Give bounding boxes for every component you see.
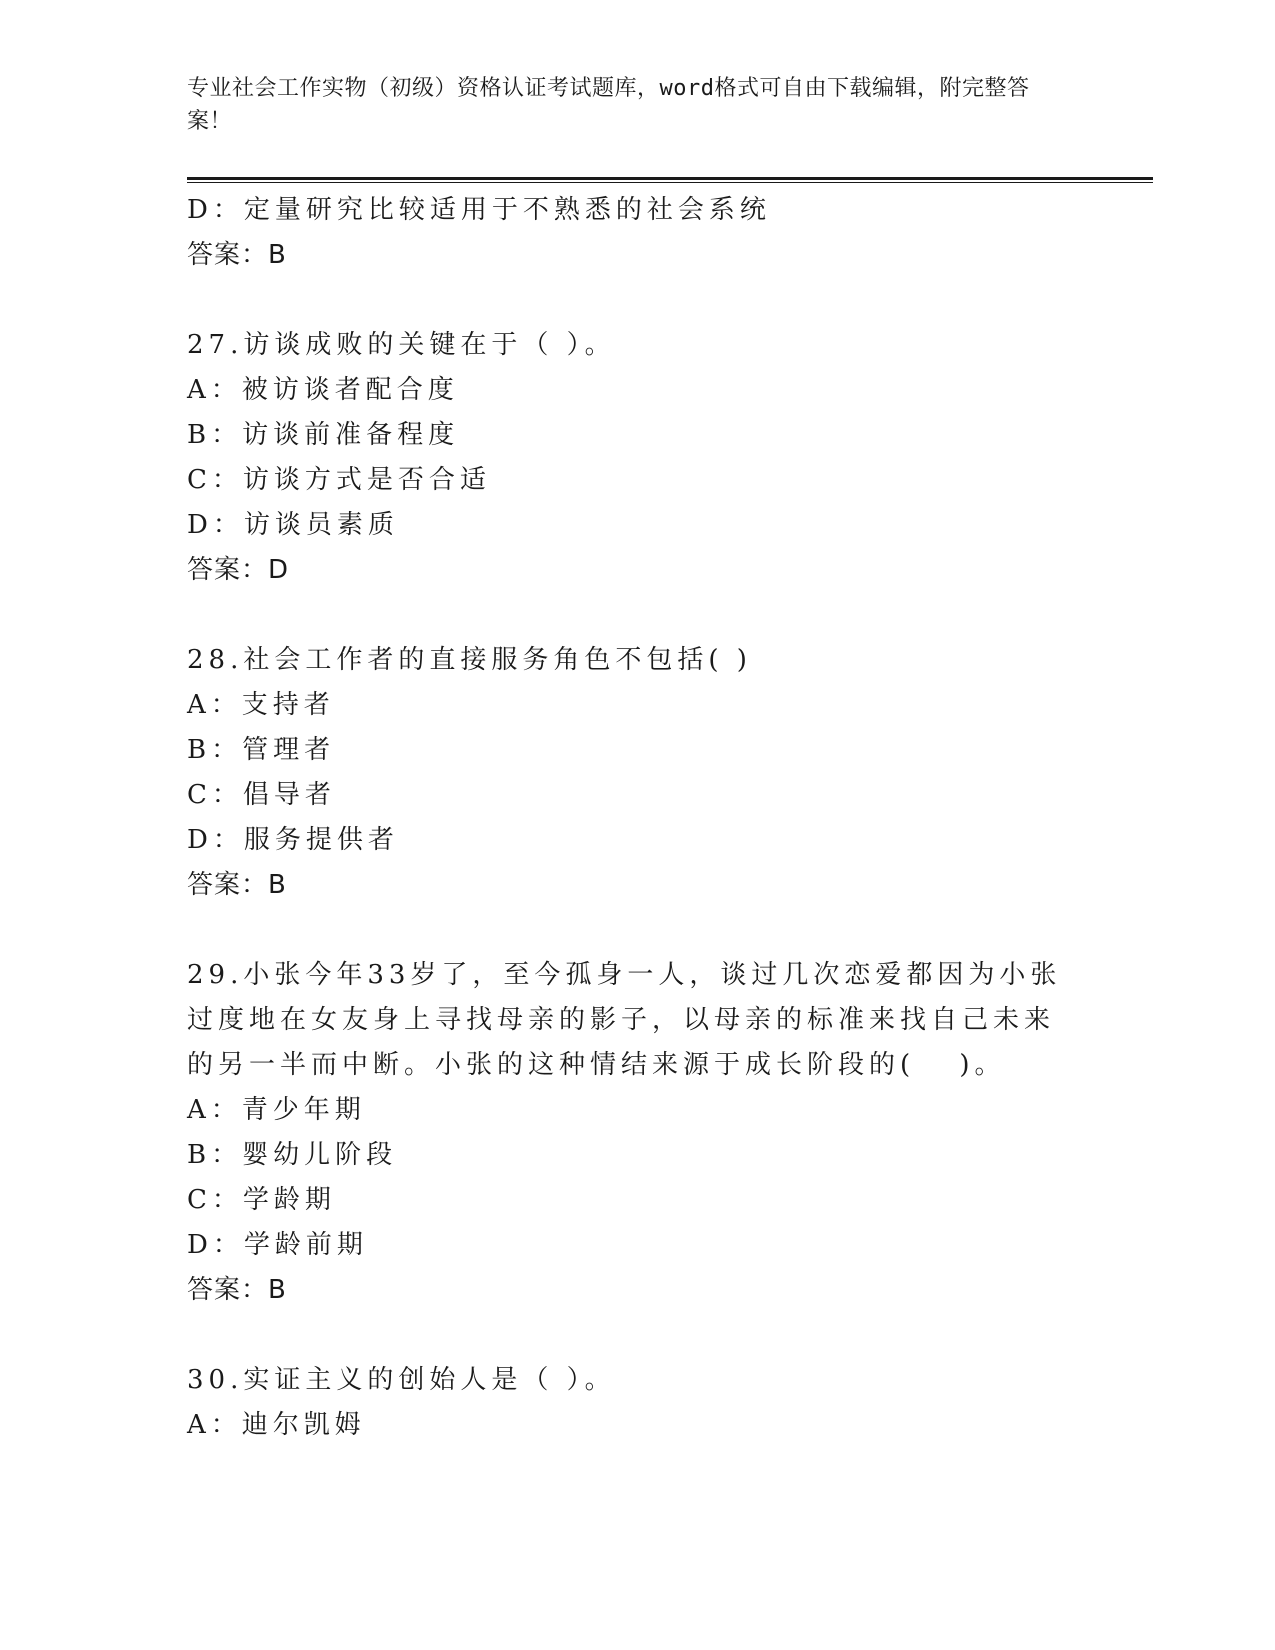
option-d: D：学龄前期 [187,1230,368,1260]
option-d: D：访谈员素质 [187,510,399,540]
question-28 [187,638,1067,908]
question-27 [187,323,1067,593]
question-29 [187,953,1067,1313]
option-d: D：定量研究比较适用于不熟悉的社会系统 [187,195,771,225]
option-a: A：支持者 [187,690,335,720]
option-a: A：迪尔凯姆 [187,1410,366,1440]
question-stem: 28.社会工作者的直接服务角色不包括( ) [187,645,752,675]
question-30 [187,1358,1067,1448]
option-c: C：倡导者 [187,780,336,810]
answer: 答案：B [187,1275,287,1305]
question-stem: 27.访谈成败的关键在于（ ）。 [187,330,616,360]
option-c: C：学龄期 [187,1185,336,1215]
header-rule-thick [187,177,1153,180]
answer: 答案：B [187,240,287,270]
option-c: C：访谈方式是否合适 [187,465,491,495]
option-d: D：服务提供者 [187,825,399,855]
document-body [187,188,1067,1448]
option-b: B：婴幼儿阶段 [187,1140,398,1170]
question-stem: 29.小张今年33岁了，至今孤身一人，谈过几次恋爱都因为小张过度地在女友身上寻找母亲的影子，以母亲的标准来找自己未来的另一半而中断。小张的这种情结来源于成长阶段的( )。 [187,960,1062,1080]
option-b: B：管理者 [187,735,336,765]
option-b: B：访谈前准备程度 [187,420,460,450]
option-a: A：被访谈者配合度 [187,375,459,405]
question-stem: 30.实证主义的创始人是（ ）。 [187,1365,616,1395]
document-header: 专业社会工作实物（初级）资格认证考试题库，word格式可自由下载编辑，附完整答案！ [187,76,1030,134]
answer: 答案：B [187,870,287,900]
option-a: A：青少年期 [187,1095,366,1125]
header-rule-thin [187,182,1153,183]
question-26-tail [187,188,1067,278]
answer: 答案：D [187,555,290,585]
